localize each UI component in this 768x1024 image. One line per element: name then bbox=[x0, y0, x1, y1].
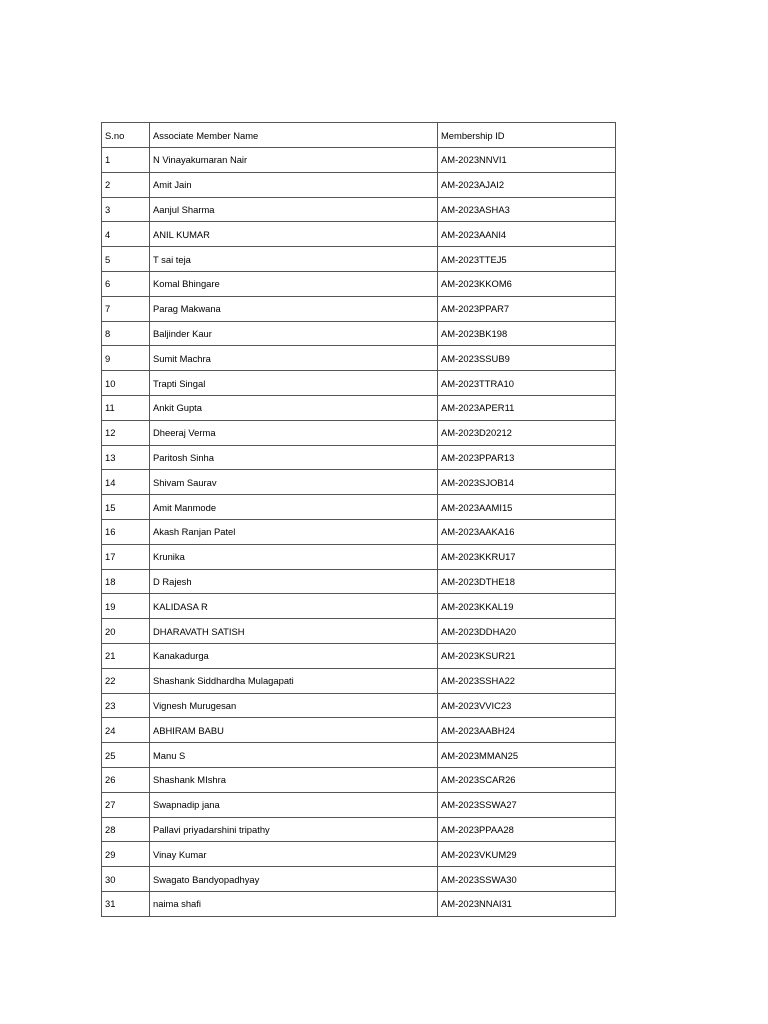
cell-member-name: Parag Makwana bbox=[150, 296, 438, 321]
cell-sno: 31 bbox=[102, 891, 150, 916]
table-row bbox=[102, 767, 616, 792]
cell-member-name: Vignesh Murugesan bbox=[150, 693, 438, 718]
cell-sno: 22 bbox=[102, 668, 150, 693]
table-row bbox=[102, 296, 616, 321]
cell-sno: 1 bbox=[102, 148, 150, 173]
table-row bbox=[102, 519, 616, 544]
cell-membership-id: AM-2023SSWA30 bbox=[438, 867, 616, 892]
cell-membership-id: AM-2023DDHA20 bbox=[438, 619, 616, 644]
cell-member-name: Shashank Siddhardha Mulagapati bbox=[150, 668, 438, 693]
cell-membership-id: AM-2023SSHA22 bbox=[438, 668, 616, 693]
table-row bbox=[102, 842, 616, 867]
cell-sno: 25 bbox=[102, 743, 150, 768]
cell-membership-id: AM-2023AAKA16 bbox=[438, 519, 616, 544]
cell-sno: 7 bbox=[102, 296, 150, 321]
cell-sno: 26 bbox=[102, 767, 150, 792]
table-row bbox=[102, 544, 616, 569]
cell-member-name: Dheeraj Verma bbox=[150, 420, 438, 445]
cell-member-name: Paritosh Sinha bbox=[150, 445, 438, 470]
table-row bbox=[102, 271, 616, 296]
table-row bbox=[102, 495, 616, 520]
cell-member-name: naima shafi bbox=[150, 891, 438, 916]
cell-sno: 19 bbox=[102, 594, 150, 619]
cell-member-name: Manu S bbox=[150, 743, 438, 768]
table-row bbox=[102, 569, 616, 594]
cell-member-name: Shashank MIshra bbox=[150, 767, 438, 792]
table-row bbox=[102, 395, 616, 420]
cell-member-name: Trapti Singal bbox=[150, 371, 438, 396]
header-row bbox=[102, 123, 616, 148]
cell-membership-id: AM-2023NNAI31 bbox=[438, 891, 616, 916]
cell-sno: 3 bbox=[102, 197, 150, 222]
cell-sno: 10 bbox=[102, 371, 150, 396]
cell-sno: 14 bbox=[102, 470, 150, 495]
cell-sno: 4 bbox=[102, 222, 150, 247]
table-header bbox=[102, 123, 616, 148]
cell-membership-id: AM-2023VKUM29 bbox=[438, 842, 616, 867]
cell-member-name: Vinay Kumar bbox=[150, 842, 438, 867]
table-row bbox=[102, 247, 616, 272]
cell-member-name: Ankit Gupta bbox=[150, 395, 438, 420]
table-row bbox=[102, 743, 616, 768]
cell-member-name: T sai teja bbox=[150, 247, 438, 272]
cell-sno: 30 bbox=[102, 867, 150, 892]
cell-sno: 13 bbox=[102, 445, 150, 470]
cell-member-name: Swapnadip jana bbox=[150, 792, 438, 817]
cell-membership-id: AM-2023SJOB14 bbox=[438, 470, 616, 495]
cell-member-name: Amit Manmode bbox=[150, 495, 438, 520]
cell-member-name: Akash Ranjan Patel bbox=[150, 519, 438, 544]
cell-member-name: N Vinayakumaran Nair bbox=[150, 148, 438, 173]
table-row bbox=[102, 470, 616, 495]
cell-membership-id: AM-2023MMAN25 bbox=[438, 743, 616, 768]
cell-sno: 11 bbox=[102, 395, 150, 420]
cell-sno: 6 bbox=[102, 271, 150, 296]
cell-sno: 16 bbox=[102, 519, 150, 544]
cell-membership-id: AM-2023KKAL19 bbox=[438, 594, 616, 619]
table-row bbox=[102, 346, 616, 371]
cell-member-name: Aanjul Sharma bbox=[150, 197, 438, 222]
table-row bbox=[102, 172, 616, 197]
cell-sno: 17 bbox=[102, 544, 150, 569]
cell-member-name: Krunika bbox=[150, 544, 438, 569]
table-row bbox=[102, 371, 616, 396]
cell-member-name: Kanakadurga bbox=[150, 643, 438, 668]
cell-member-name: Pallavi priyadarshini tripathy bbox=[150, 817, 438, 842]
associate-member-table bbox=[101, 122, 616, 917]
cell-member-name: Shivam Saurav bbox=[150, 470, 438, 495]
table-row bbox=[102, 891, 616, 916]
cell-sno: 28 bbox=[102, 817, 150, 842]
table-row bbox=[102, 718, 616, 743]
table-body bbox=[102, 148, 616, 917]
cell-sno: 29 bbox=[102, 842, 150, 867]
table-row bbox=[102, 321, 616, 346]
cell-sno: 9 bbox=[102, 346, 150, 371]
cell-sno: 2 bbox=[102, 172, 150, 197]
table-row bbox=[102, 619, 616, 644]
cell-membership-id: AM-2023SSWA27 bbox=[438, 792, 616, 817]
table-row bbox=[102, 148, 616, 173]
cell-membership-id: AM-2023AABH24 bbox=[438, 718, 616, 743]
cell-membership-id: AM-2023AAMI15 bbox=[438, 495, 616, 520]
cell-membership-id: AM-2023TTRA10 bbox=[438, 371, 616, 396]
table-row bbox=[102, 594, 616, 619]
cell-sno: 23 bbox=[102, 693, 150, 718]
cell-member-name: Komal Bhingare bbox=[150, 271, 438, 296]
cell-sno: 8 bbox=[102, 321, 150, 346]
cell-member-name: Swagato Bandyopadhyay bbox=[150, 867, 438, 892]
cell-sno: 5 bbox=[102, 247, 150, 272]
cell-membership-id: AM-2023NNVI1 bbox=[438, 148, 616, 173]
table-row bbox=[102, 867, 616, 892]
cell-member-name: D Rajesh bbox=[150, 569, 438, 594]
cell-membership-id: AM-2023AJAI2 bbox=[438, 172, 616, 197]
cell-membership-id: AM-2023APER11 bbox=[438, 395, 616, 420]
cell-member-name: ANIL KUMAR bbox=[150, 222, 438, 247]
member-table-container bbox=[101, 122, 615, 917]
table-row bbox=[102, 420, 616, 445]
table-row bbox=[102, 792, 616, 817]
cell-member-name: Baljinder Kaur bbox=[150, 321, 438, 346]
cell-sno: 18 bbox=[102, 569, 150, 594]
cell-member-name: ABHIRAM BABU bbox=[150, 718, 438, 743]
cell-membership-id: AM-2023DTHE18 bbox=[438, 569, 616, 594]
cell-member-name: DHARAVATH SATISH bbox=[150, 619, 438, 644]
table-row bbox=[102, 817, 616, 842]
cell-membership-id: AM-2023SCAR26 bbox=[438, 767, 616, 792]
table-row bbox=[102, 445, 616, 470]
cell-sno: 21 bbox=[102, 643, 150, 668]
cell-membership-id: AM-2023VVIC23 bbox=[438, 693, 616, 718]
cell-member-name: Sumit Machra bbox=[150, 346, 438, 371]
cell-membership-id: AM-2023ASHA3 bbox=[438, 197, 616, 222]
cell-sno: 27 bbox=[102, 792, 150, 817]
cell-member-name: Amit Jain bbox=[150, 172, 438, 197]
table-row bbox=[102, 643, 616, 668]
cell-membership-id: AM-2023AANI4 bbox=[438, 222, 616, 247]
table-row bbox=[102, 222, 616, 247]
cell-membership-id: AM-2023BK198 bbox=[438, 321, 616, 346]
header-sno: S.no bbox=[102, 123, 150, 148]
cell-membership-id: AM-2023KKOM6 bbox=[438, 271, 616, 296]
cell-sno: 12 bbox=[102, 420, 150, 445]
cell-membership-id: AM-2023PPAR7 bbox=[438, 296, 616, 321]
table-row bbox=[102, 693, 616, 718]
cell-sno: 24 bbox=[102, 718, 150, 743]
cell-sno: 20 bbox=[102, 619, 150, 644]
table-row bbox=[102, 668, 616, 693]
cell-membership-id: AM-2023PPAR13 bbox=[438, 445, 616, 470]
cell-membership-id: AM-2023PPAA28 bbox=[438, 817, 616, 842]
cell-member-name: KALIDASA R bbox=[150, 594, 438, 619]
header-member-name: Associate Member Name bbox=[150, 123, 438, 148]
cell-membership-id: AM-2023KKRU17 bbox=[438, 544, 616, 569]
table-row bbox=[102, 197, 616, 222]
cell-membership-id: AM-2023D20212 bbox=[438, 420, 616, 445]
cell-sno: 15 bbox=[102, 495, 150, 520]
header-membership-id: Membership ID bbox=[438, 123, 616, 148]
cell-membership-id: AM-2023KSUR21 bbox=[438, 643, 616, 668]
cell-membership-id: AM-2023SSUB9 bbox=[438, 346, 616, 371]
cell-membership-id: AM-2023TTEJ5 bbox=[438, 247, 616, 272]
